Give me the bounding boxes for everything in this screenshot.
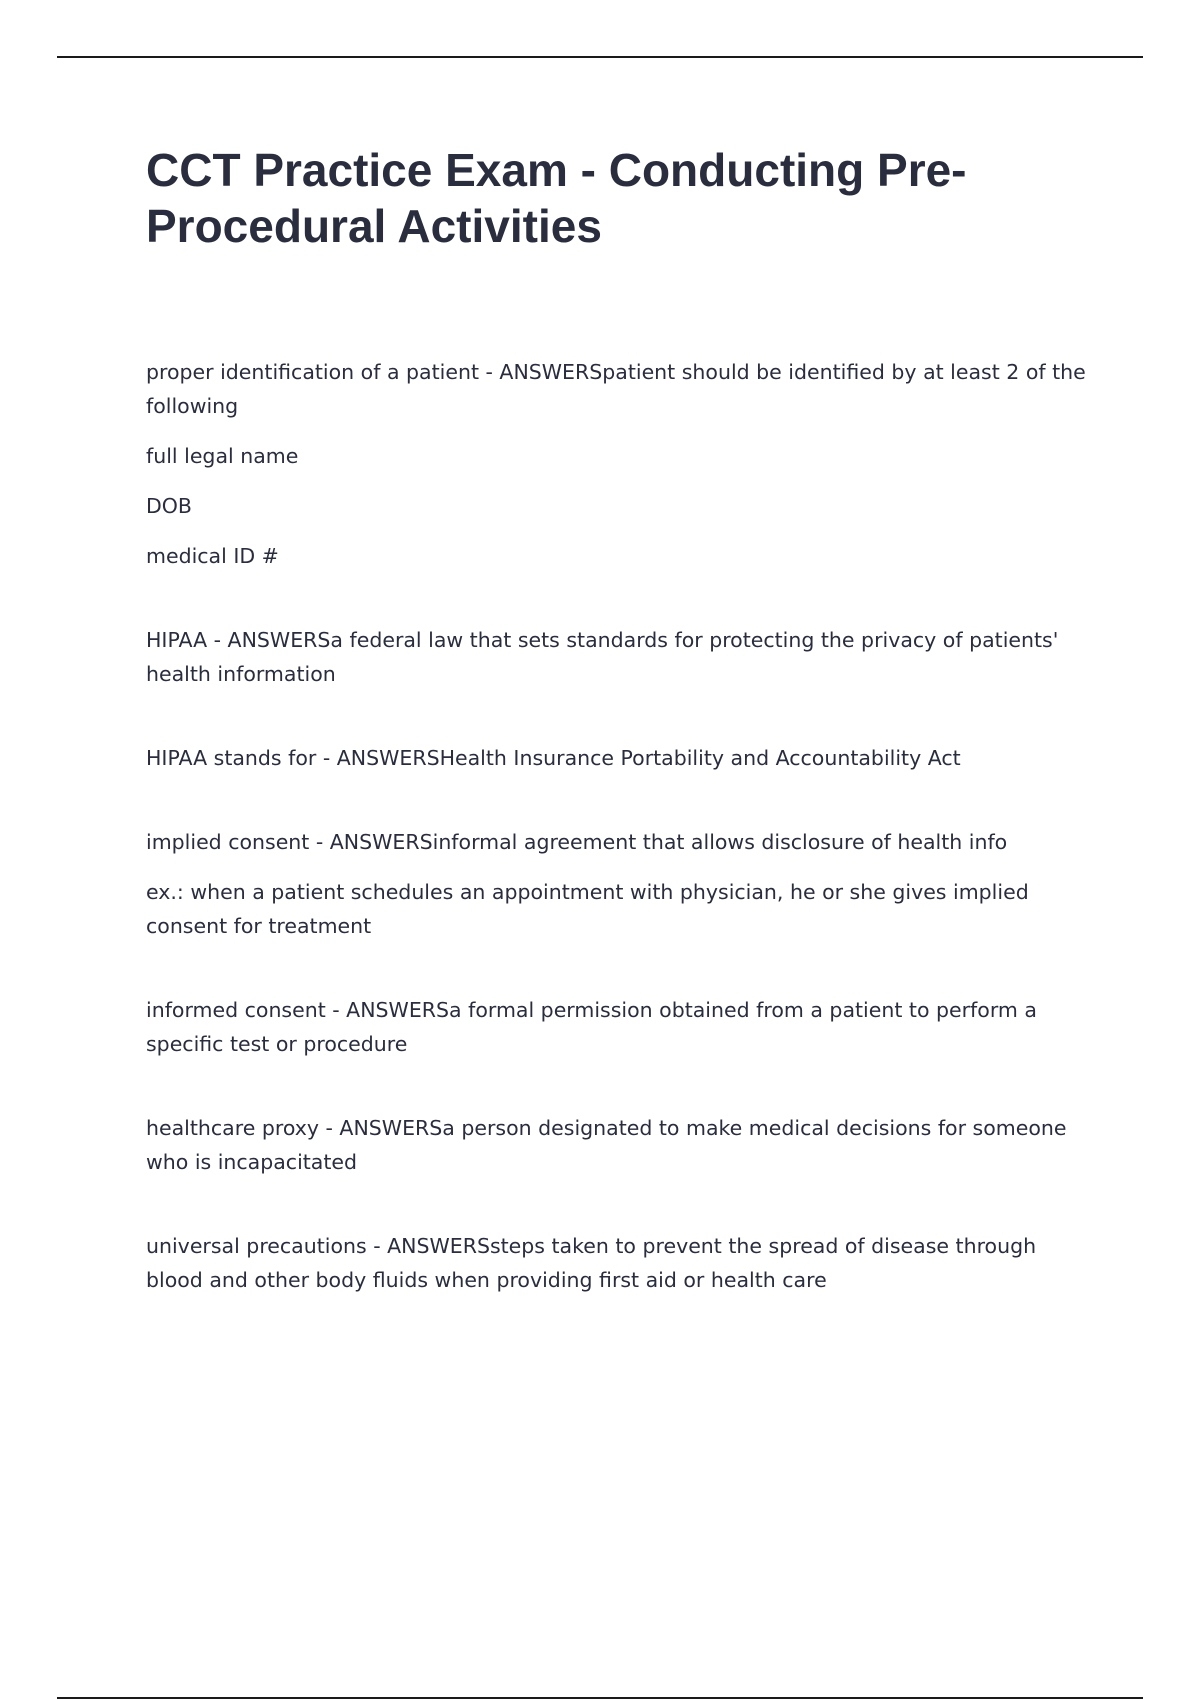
- document-body: [146, 355, 1096, 1313]
- flashcard-healthcare-proxy: [146, 1111, 1096, 1179]
- flashcard-hipaa: [146, 623, 1096, 691]
- header-rule: [57, 56, 1143, 58]
- flashcard-implied-consent: [146, 825, 1096, 943]
- card-text: implied consent - ANSWERSinformal agreement that allows disclosure of health info: [146, 830, 1008, 854]
- card-text: healthcare proxy - ANSWERSa person designated to make medical decisions for someone who is incapacitated: [146, 1116, 1067, 1174]
- flashcard-patient-identification: [146, 355, 1096, 573]
- flashcard-hipaa-stands-for: [146, 741, 1096, 775]
- card-text: ex.: when a patient schedules an appointment with physician, he or she gives implied consent for treatment: [146, 880, 1029, 938]
- flashcard-informed-consent: [146, 993, 1096, 1061]
- flashcard-universal-precautions: [146, 1229, 1096, 1297]
- card-text: universal precautions - ANSWERSsteps taken to prevent the spread of disease through blood and other body fluids when providing first aid or health care: [146, 1234, 1037, 1292]
- card-text: proper identification of a patient - ANSWERSpatient should be identified by at least 2 of the following: [146, 360, 1086, 418]
- card-text: HIPAA stands for - ANSWERSHealth Insurance Portability and Accountability Act: [146, 746, 961, 770]
- card-text: full legal name: [146, 444, 299, 468]
- card-text: informed consent - ANSWERSa formal permission obtained from a patient to perform a specific test or procedure: [146, 998, 1037, 1056]
- card-text: medical ID #: [146, 544, 279, 568]
- card-text: HIPAA - ANSWERSa federal law that sets standards for protecting the privacy of patients' health information: [146, 628, 1059, 686]
- page-title: CCT Practice Exam - Conducting Pre-Procedural Activities: [146, 144, 967, 252]
- card-text: DOB: [146, 494, 192, 518]
- footer-rule: [57, 1697, 1143, 1699]
